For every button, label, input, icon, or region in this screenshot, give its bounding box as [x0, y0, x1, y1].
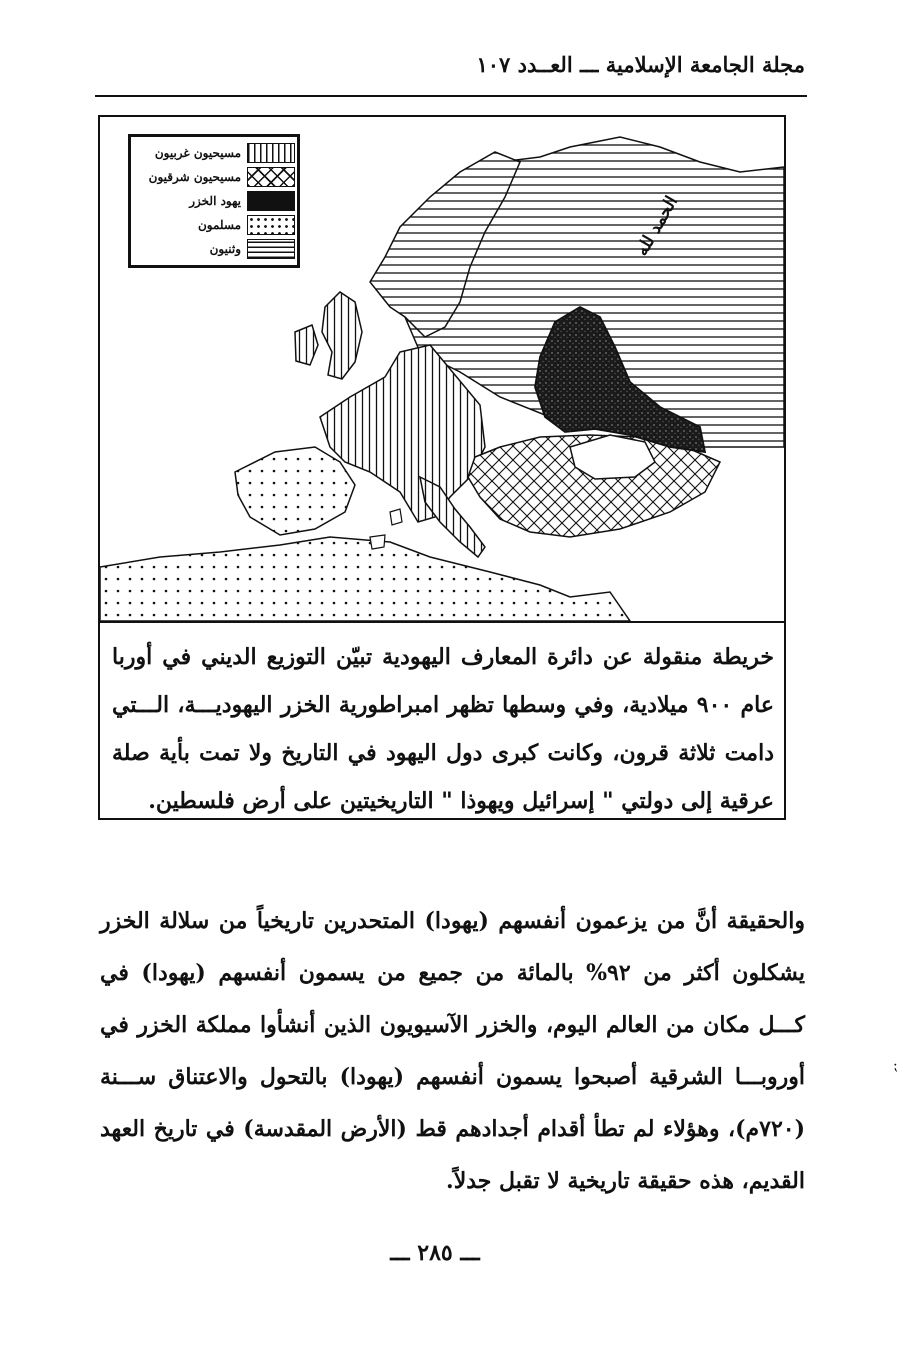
legend-item — [137, 239, 295, 260]
legend-label: مسيحيون شرقيون — [148, 170, 241, 184]
iberia-muslim-region — [235, 447, 355, 535]
ireland-island — [295, 325, 318, 365]
vertical-lines-swatch — [247, 143, 295, 163]
legend-label: مسلمون — [197, 218, 241, 232]
crosshatch-swatch — [247, 167, 295, 187]
margin-mark: ⁏ — [893, 1058, 898, 1074]
dots-swatch — [247, 215, 295, 235]
journal-title: مجلة الجامعة الإسلامية ـــ العــدد ١٠٧ — [476, 52, 805, 77]
map-image — [100, 117, 784, 621]
map-caption: خريطة منقولة عن دائرة المعارف اليهودية تبيّن التوزيع الديني في أوربا عام ٩٠٠ ميلادية، وفي وسطها تظهر امبراطورية الخزر اليهوديـــة، الـــتي دامت ثلاثة قرون، وكانت كبرى دول اليهود في التاريخ ولا تمت بأية صلة عرقية إلى دولتي " إسرائيل ويهوذا " التاريخيتين على أرض فلسطين. — [112, 644, 774, 814]
north-africa-muslim-region — [100, 537, 630, 621]
map-figure — [98, 115, 786, 820]
page-number: ـــ ٢٨٥ ـــ — [390, 1240, 480, 1266]
legend-item — [137, 215, 295, 236]
britain-island — [322, 292, 362, 379]
horizontal-lines-swatch — [247, 239, 295, 259]
map-legend — [128, 134, 300, 268]
legend-label: يهود الخزر — [189, 194, 241, 208]
caption-divider — [100, 621, 784, 623]
body-text — [100, 895, 805, 1207]
legend-label: مسيحيون غربيون — [154, 146, 241, 160]
header-divider — [95, 95, 807, 97]
journal-header — [95, 52, 805, 92]
solid-dark-swatch — [247, 191, 295, 211]
map-annotation: الحمد لله — [632, 192, 683, 260]
legend-label: وثنيون — [209, 242, 241, 256]
legend-item — [137, 143, 295, 164]
legend-item — [137, 167, 295, 188]
legend-item — [137, 191, 295, 212]
body-paragraph: والحقيقة أنَّ من يزعمون أنفسهم (يهودا) المتحدرين تاريخياً من سلالة الخزر يشكلون أكثر من ٩٢% بالمائة من جميع من يسمون أنفسهم (يهودا) في كـــل مكان من العالم اليوم، والخزر الآسيويون الذين أنشأوا مملكة الخزر في أوروبـــا الشرقية أصبحوا يسمون أنفسهم (يهودا) بالتحول والاعتناق ســـنة (٧٢٠م)، وهؤلاء لم تطأ أقدام أجدادهم قط (الأرض المقدسة) في تاريخ العهد القديم، هذه حقيقة تاريخية لا تقبل جدلاً. — [100, 908, 805, 1194]
